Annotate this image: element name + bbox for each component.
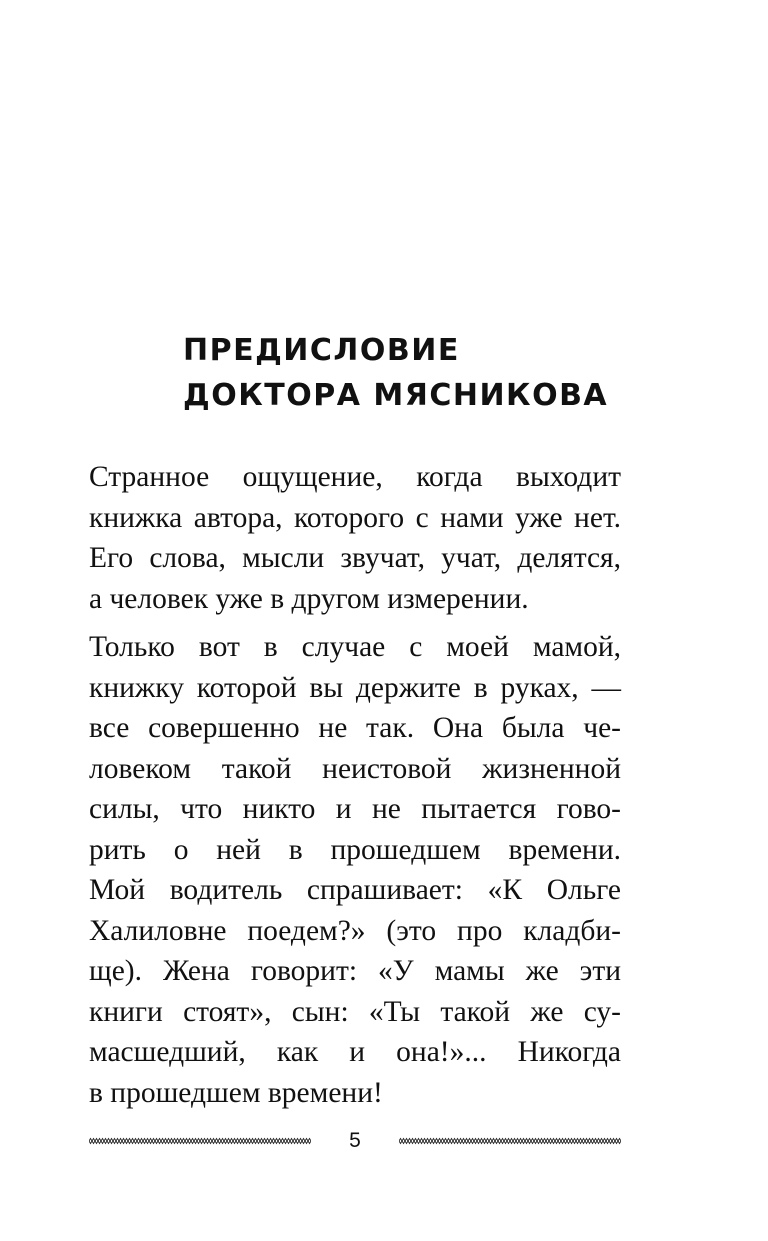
paragraph-2 — [89, 627, 621, 1113]
page-number: 5 — [349, 1129, 361, 1152]
chapter-title-line-1: ПРЕДИСЛОВИЕ — [183, 333, 460, 368]
paragraph-1 — [89, 457, 621, 619]
text-line: все совершенно не так. Она была че- — [89, 712, 621, 744]
text-line: Только вот в случае с моей мамой, — [89, 631, 621, 663]
text-line: в прошедшем времени! — [89, 1076, 383, 1109]
text-line: Странное ощущение, когда выходит — [89, 461, 621, 493]
text-line: книжку которой вы держите в руках, — — [89, 671, 621, 704]
text-line: ще). Жена говорит: «У мамы же эти — [89, 955, 621, 987]
text-line: Халиловне поедем?» (это про кладби- — [89, 914, 621, 947]
zigzag-ornament-right — [399, 1137, 621, 1145]
text-line: масшедший, как и она!»... Никогда — [89, 1036, 621, 1068]
body-text — [89, 457, 621, 1113]
text-line: книжка автора, которого с нами уже нет. — [89, 501, 621, 534]
page-footer — [89, 1126, 621, 1156]
text-line: силы, что никто и не пытается гово- — [89, 793, 621, 825]
text-line: Его слова, мысли звучат, учат, делятся, — [89, 542, 621, 574]
text-line: книги стоят», сын: «Ты такой же су- — [89, 995, 621, 1028]
chapter-title-line-2: ДОКТОРА МЯСНИКОВА — [183, 378, 609, 413]
text-line: Мой водитель спрашивает: «К Ольге — [89, 874, 621, 906]
text-line: ловеком такой неистовой жизненной — [89, 752, 621, 785]
chapter-title — [183, 328, 703, 418]
text-line: рить о ней в прошедшем времени. — [89, 833, 621, 866]
text-line: а человек уже в другом измерении. — [89, 582, 529, 615]
